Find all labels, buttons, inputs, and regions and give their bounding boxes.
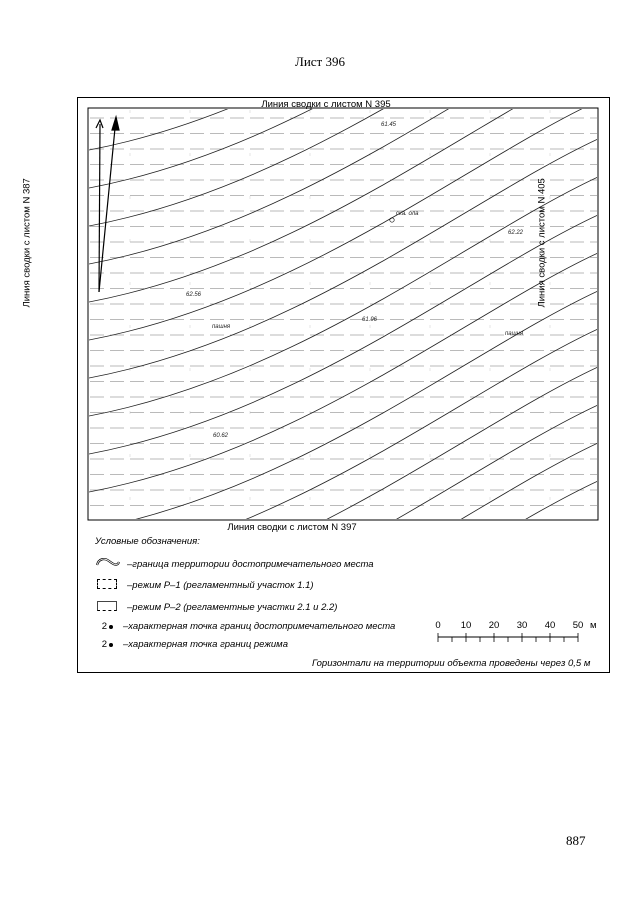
dashed-grid: [90, 118, 597, 506]
elevation-label: 61.45: [381, 122, 397, 128]
scale-unit: м: [590, 620, 597, 631]
point-number: 2: [101, 621, 107, 632]
edge-label-bottom: Линия сводки с листом N 397: [227, 522, 357, 533]
elevation-label: 62.56: [186, 292, 202, 298]
legend-item-point-regime: [95, 639, 288, 650]
elevation-label: 60.62: [213, 433, 229, 439]
point-icon: [109, 643, 113, 647]
contour-line: [89, 0, 600, 188]
legend-item-regime-2: [95, 601, 337, 613]
contour-lines: [89, 0, 600, 905]
contour-note: Горизонтали на территории объекта проведены через 0,5 м: [312, 658, 591, 669]
point-icon: [109, 625, 113, 629]
scale-tick-label: 0: [435, 620, 441, 631]
contour-line: [89, 480, 600, 720]
contour-line: [89, 0, 600, 226]
contour-line: [89, 708, 600, 905]
contour-line: [89, 670, 600, 905]
legend-item-point-place: [95, 621, 395, 632]
edge-label-left: Линия сводки с листом N 387: [21, 178, 33, 308]
legend-item-regime-1: [95, 579, 314, 591]
legend-item-label: –режим Р–1 (регламентный участок 1.1): [127, 579, 314, 591]
regime-2-symbol-icon: [95, 601, 121, 613]
map-area-border: [88, 108, 598, 520]
legend-item-boundary: [95, 558, 374, 570]
contour-line: [89, 0, 600, 150]
sheet-title: Лист 396: [295, 54, 345, 69]
scale-tick-label: 40: [544, 620, 556, 631]
feature-label: ска. ола: [396, 211, 419, 217]
spring-icon: [390, 218, 394, 222]
contour-line: [89, 62, 600, 302]
legend-item-label: –характерная точка границ достопримечательного места: [123, 621, 396, 632]
contour-line: [89, 366, 600, 606]
edge-label-top: Линия сводки с листом N 395: [261, 99, 391, 110]
scale-ruler: [434, 632, 584, 646]
contour-line: [89, 138, 600, 378]
legend-item-label: –режим Р–2 (регламентные участки 2.1 и 2.2): [127, 601, 338, 613]
page-number: 887: [566, 833, 586, 848]
contour-line: [89, 214, 600, 454]
boundary-symbol-icon: [95, 558, 121, 570]
contour-line: [89, 556, 600, 796]
scale-tick-label: 50: [572, 620, 584, 631]
contour-line: [89, 290, 600, 530]
legend-title: Условные обозначения:: [95, 536, 200, 547]
contour-line: [89, 24, 600, 264]
landuse-label: пашня: [212, 324, 231, 330]
legend-item-label: –граница территории достопримечательного места: [127, 558, 374, 570]
legend-item-label: –характерная точка границ режима: [123, 639, 288, 650]
landuse-label: пашня: [505, 331, 524, 337]
contour-line: [89, 176, 600, 416]
scale-tick-label: 30: [516, 620, 528, 631]
north-arrow-icon: [96, 117, 119, 292]
scale-tick-label: 20: [488, 620, 500, 631]
point-number: 2: [101, 639, 107, 650]
contour-line: [89, 252, 600, 492]
elevation-label: 62.22: [508, 230, 524, 236]
elevation-label: 61.96: [362, 317, 378, 323]
regime-1-symbol-icon: [95, 579, 121, 591]
edge-label-right: Линия сводки с листом N 405: [536, 178, 548, 308]
scale-tick-label: 10: [460, 620, 472, 631]
